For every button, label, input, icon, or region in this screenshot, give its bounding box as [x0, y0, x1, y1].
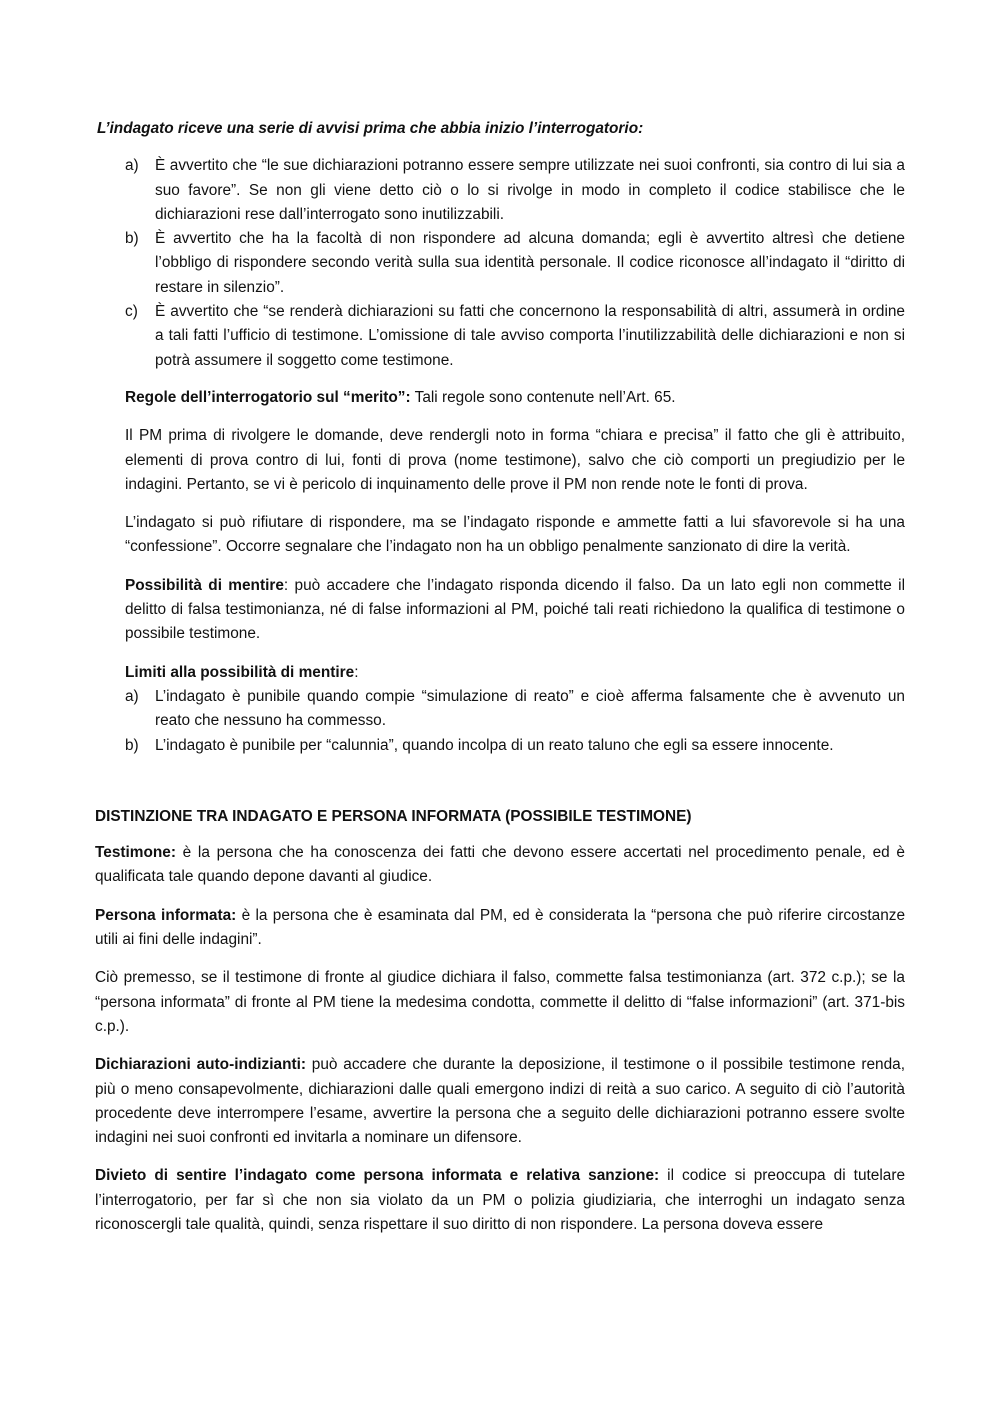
- intro-heading: L’indagato riceve una serie di avvisi prima che abbia inizio l’interrogatorio:: [97, 120, 644, 137]
- list-item: [95, 685, 905, 734]
- list-item-text: L’indagato è punibile quando compie “simulazione di reato” e cioè afferma falsamente che è avvenuto un reato che nessuno ha commesso.: [155, 687, 905, 730]
- limiti-label: Limiti alla possibilità di mentire: [125, 663, 355, 681]
- premesso-paragraph: Ciò premesso, se il testimone di fronte al giudice dichiara il falso, commette falsa testimonianza (art. 372 c.p.); se la “persona informata” di fronte al PM tiene la medesima condotta, commette il delitto di “false informazioni” (art. 371-bis c.p.).: [95, 969, 905, 1035]
- list-item-text: È avvertito che “se renderà dichiarazioni su fatti che concernono la responsabilità di altri, assumerà in ordine a tali fatti l’ufficio di testimone. L’omissione di tale avviso comporta l’inutilizzabilità delle dichiarazioni e non si potrà assumere il soggetto come testimone.: [155, 303, 905, 369]
- mentire-paragraph: [95, 574, 905, 647]
- divieto-paragraph: [95, 1164, 905, 1237]
- list-item-text: È avvertito che ha la facoltà di non rispondere ad alcuna domanda; egli è avvertito altresì che detiene l’obbligo di rispondere secondo verità sulla sua identità personale. Il codice riconosce all’indagato il “diritto di restare in silenzio”.: [155, 230, 905, 296]
- avvisi-list: [95, 154, 905, 373]
- list-item-text: È avvertito che “le sue dichiarazioni potranno essere sempre utilizzate nei suoi confronti, sia contro di lui sia a suo favore”. Se non gli viene detto ciò o lo si rivolge in modo in completo il codice stabilisce che le dichiarazioni rese dall’interrogato sono inutilizzabili.: [155, 157, 905, 223]
- list-marker: b): [125, 230, 139, 248]
- persona-informata-text: è la persona che è esaminata dal PM, ed è considerata la “persona che può riferire circostanze utili ai fini delle indagini”.: [95, 906, 906, 949]
- list-item: [95, 227, 905, 300]
- section-heading: DISTINZIONE TRA INDAGATO E PERSONA INFORMATA (POSSIBILE TESTIMONE): [95, 807, 692, 825]
- persona-informata-label: Persona informata:: [95, 906, 237, 924]
- limiti-list: [95, 685, 905, 758]
- list-item: [95, 734, 905, 758]
- testimone-text: è la persona che ha conoscenza dei fatti che devono essere accertati nel procedimento penale, ed è qualificata tale quando depone davanti al giudice.: [95, 844, 905, 886]
- list-item: [95, 154, 905, 227]
- limiti-paragraph: [95, 661, 905, 685]
- page-content: [95, 117, 905, 1237]
- confessione-paragraph: L’indagato si può rifiutare di rispondere, ma se l’indagato risponde e ammette fatti a lui sfavorevole si ha una “confessione”. Occorre segnalare che l’indagato non ha un obbligo penalmente sanzionato di dire la verità.: [125, 514, 905, 556]
- divieto-text: il codice si preoccupa di tutelare l’interrogatorio, per far sì che non sia violato da un PM o polizia giudiziaria, che interroghi un indagato senza riconoscergli tale qualità, quindi, senza rispettare il suo diritto di non rispondere. La persona doveva essere: [95, 1167, 906, 1233]
- limiti-suffix: :: [354, 663, 359, 681]
- regole-text: Tali regole sono contenute nell’Art. 65.: [410, 388, 676, 406]
- regole-paragraph: [95, 386, 905, 410]
- testimone-label: Testimone:: [95, 844, 176, 862]
- pm-paragraph: Il PM prima di rivolgere le domande, deve rendergli noto in forma “chiara e precisa” il fatto che gli è attribuito, elementi di prova contro di lui, fonti di prova (nome testimone), salvo che ciò comporti un pregiudizio per le indagini. Pertanto, se vi è pericolo di inquinamento delle prove il PM non rende note le fonti di prova.: [125, 427, 905, 493]
- persona-informata-paragraph: [95, 904, 905, 953]
- auto-indizianti-paragraph: [95, 1053, 905, 1150]
- list-item: [95, 300, 905, 373]
- list-item-text: L’indagato è punibile per “calunnia”, quando incolpa di un reato taluno che egli sa essere innocente.: [155, 736, 834, 754]
- mentire-text: : può accadere che l’indagato risponda dicendo il falso. Da un lato egli non commette il delitto di falsa testimonianza, né di false informazioni al PM, poiché tali reati richiedono la qualifica di testimone o possibile testimone.: [125, 576, 905, 643]
- testimone-paragraph: [95, 841, 905, 890]
- list-marker: c): [125, 303, 138, 321]
- regole-label: Regole dell’interrogatorio sul “merito”:: [125, 388, 411, 406]
- list-marker: a): [125, 687, 139, 705]
- auto-indizianti-label: Dichiarazioni auto-indizianti:: [95, 1056, 307, 1074]
- auto-indizianti-text: può accadere che durante la deposizione, il testimone o il possibile testimone renda, più o meno consapevolmente, dichiarazioni dalle quali emergono indizi di reità a suo carico. A seguito di ciò l’autorità procedente deve interrompere l’esame, avvertire la persona che a seguito delle dichiarazioni potranno essere svolte indagini nei suoi confronti ed invitarla a nominare un difensore.: [95, 1056, 905, 1147]
- mentire-label: Possibilità di mentire: [125, 576, 284, 594]
- list-marker: b): [125, 736, 139, 754]
- list-marker: a): [125, 157, 139, 175]
- divieto-label: Divieto di sentire l’indagato come persona informata e relativa sanzione:: [95, 1167, 660, 1185]
